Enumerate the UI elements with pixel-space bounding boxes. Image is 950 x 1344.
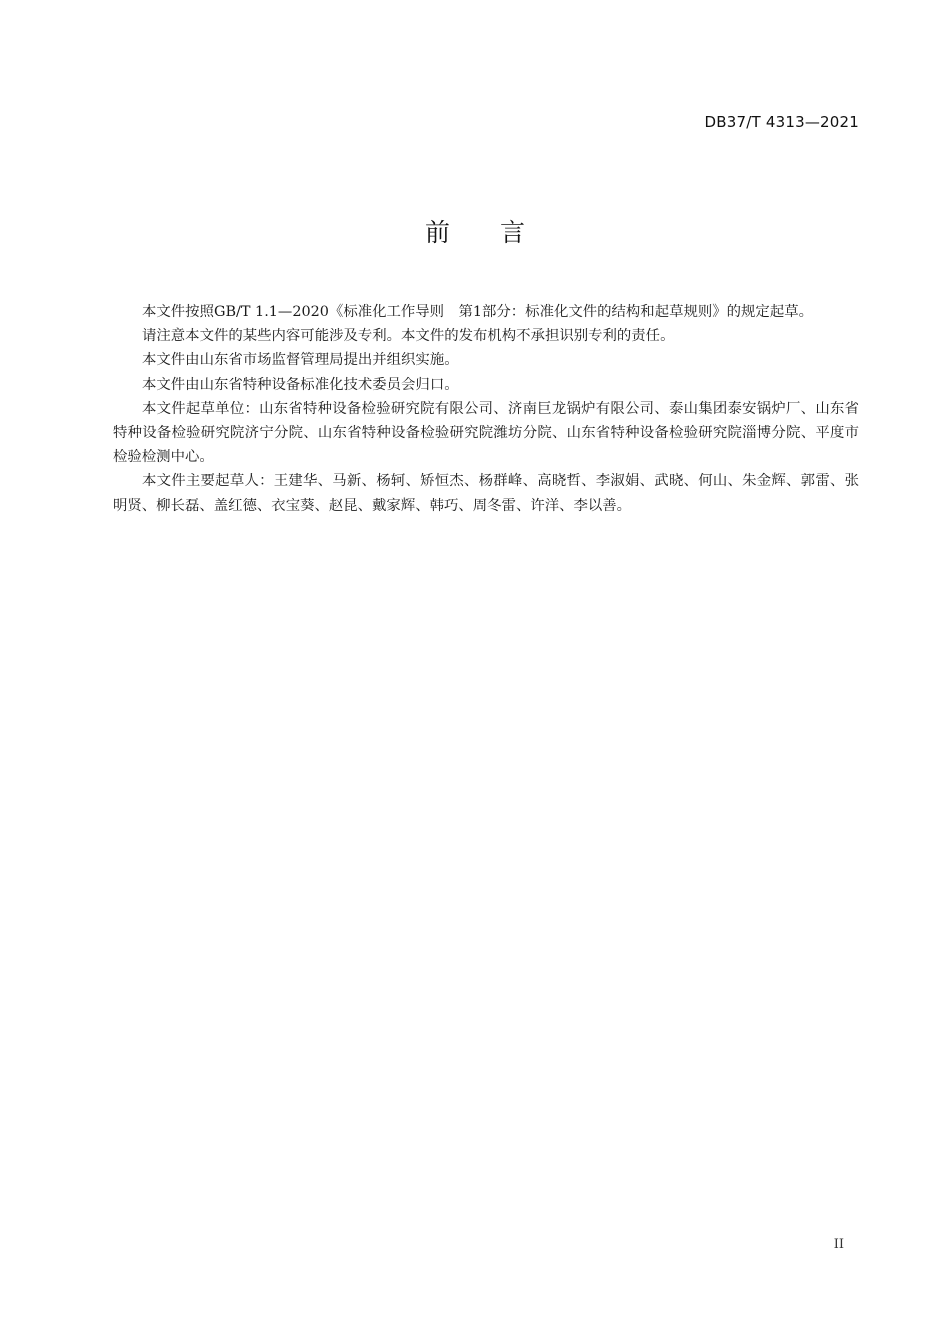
paragraph-drafters: 本文件主要起草人：王建华、马新、杨轲、矫恒杰、杨群峰、高晓哲、李淑娟、武晓、何山、朱金辉、郭雷、张明贤、柳长磊、盖红德、衣宝葵、赵昆、戴家辉、韩巧、周冬雷、许洋、李以善。: [113, 473, 859, 514]
paragraph-drafting-units: 本文件起草单位：山东省特种设备检验研究院有限公司、济南巨龙锅炉有限公司、泰山集团泰安锅炉厂、山东省特种设备检验研究院济宁分院、山东省特种设备检验研究院潍坊分院、山东省特种设备检验研究院淄博分院、平度市检验检测中心。: [113, 400, 859, 466]
paragraph-drafting-rules: 本文件按照GB/T 1.1—2020《标准化工作导则 第1部分：标准化文件的结构和起草规则》的规定起草。: [142, 304, 813, 320]
title-char-2: 言: [500, 218, 526, 247]
paragraph-committee: 本文件由山东省特种设备标准化技术委员会归口。: [142, 376, 459, 393]
title-char-1: 前: [424, 218, 450, 247]
page-title: [0, 213, 950, 249]
page-number: II: [833, 1237, 844, 1252]
standard-code: DB37/T 4313—2021: [704, 113, 859, 131]
paragraph-patent-notice: 请注意本文件的某些内容可能涉及专利。本文件的发布机构不承担识别专利的责任。: [142, 328, 675, 345]
paragraph-proposer: 本文件由山东省市场监督管理局提出并组织实施。: [142, 352, 459, 369]
foreword-body: [113, 300, 859, 518]
